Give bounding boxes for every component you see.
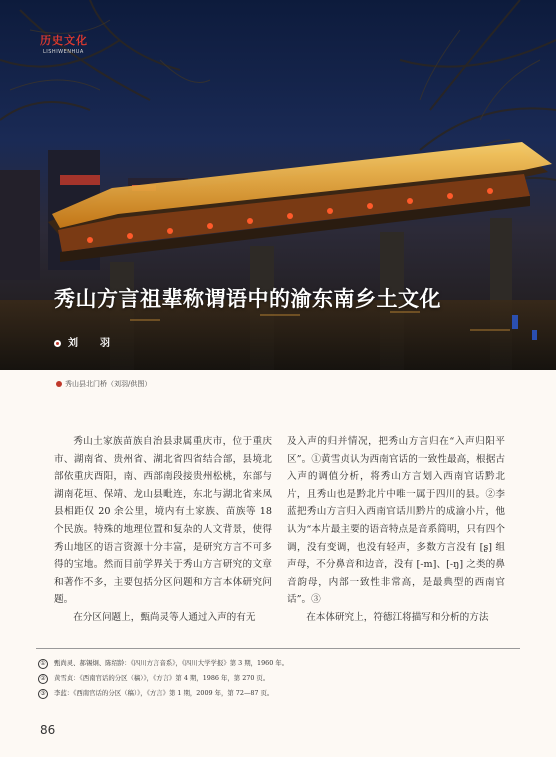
footnote	[38, 686, 518, 701]
body-column-left	[54, 433, 272, 627]
footnote	[38, 656, 518, 671]
section-brand: 历史文化	[40, 34, 88, 47]
footnote-mark: ③	[38, 689, 48, 699]
footnote-text: 李蓝：《西南官话的分区（稿）》，《方言》第 1 期，2009 年，第 72—87 页。	[54, 689, 274, 697]
body-column-right	[287, 433, 505, 627]
author-bullet-icon	[54, 340, 61, 347]
paragraph: 秀山土家族苗族自治县隶属重庆市，位于重庆市、湖南省、贵州省、湖北省四省结合部，县境北部依重庆酉阳，南、西部南段接贵州松桃，东部与湖南花垣、保靖、龙山县毗连，东北与湖北省来凤县相距仅 20 余公里，境内有土家族、苗族等 18 个民族。特殊的地理位置和复杂的人文背景，使得秀山地区的语言资源十分丰富，是研究方言不可多得的宝地。然而目前学界关于秀山方言研究的文章和著作不多，主要包括分区问题和方言本体研究问题。	[54, 436, 272, 606]
caption-text: 秀山县北门桥（刘羽/供图）	[65, 380, 152, 388]
paragraph: 在分区问题上，甄尚灵等人通过入声的有无	[73, 611, 256, 623]
bridge-night-photo	[0, 0, 556, 370]
footnote-mark: ②	[38, 674, 48, 684]
footnote-text: 黄雪贞：《西南官话的分区（稿）》，《方言》第 4 期，1986 年，第 270 页。	[54, 674, 270, 682]
paragraph: 在本体研究上，符德江将描写和分析的方法	[306, 611, 489, 623]
page-number: 86	[40, 723, 56, 737]
hero-photo	[0, 0, 556, 370]
author-line	[54, 334, 116, 349]
photo-caption	[56, 379, 151, 389]
footnote-divider	[36, 648, 520, 649]
article-title: 秀山方言祖辈称谓语中的渝东南乡土文化	[54, 287, 441, 311]
section-brand-en: LISHIWENHUA	[43, 49, 84, 55]
footnotes	[38, 656, 518, 701]
footnote-mark: ①	[38, 659, 48, 669]
caption-bullet-icon	[56, 381, 62, 387]
footnote	[38, 671, 518, 686]
author-name: 刘 羽	[68, 338, 116, 349]
footnote-text: 甄尚灵、郝锡炯、陈绍龄：《四川方言音系》，《四川大学学报》第 3 期，1960 年。	[54, 659, 289, 667]
paragraph: 及入声的归并情况，把秀山方言归在“入声归阳平区”。①黄雪贞认为西南官话的一致性最高，根据古入声的调值分析，将秀山方言划入西南官话黔北片，且秀山也是黔北片中唯一属于四川的县。②李蓝把秀山方言归入西南官话川黔片的成渝小片，他认为“本片最主要的语音特点是音系简明，只有四个调，没有变调，也没有轻声，多数方言没有 [ʂ] 组声母，不分鼻音和边音，没有 [-m]、[-ŋ] 之类的鼻音韵母，内部一致性非常高，是最典型的西南官话”。③	[287, 436, 505, 606]
